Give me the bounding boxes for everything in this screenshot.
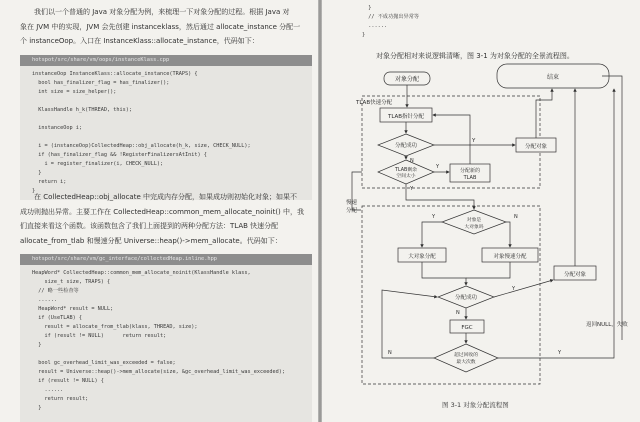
text-line: 个 instanceOop。入口在 InstanceKlass::allocate_instance，代码如下： [20, 37, 259, 45]
flow-start-label: 对象分配 [394, 76, 420, 83]
code-block-allocate-instance [20, 66, 312, 200]
code-block-common-mem-allocate [20, 265, 312, 422]
code-line: ...... [362, 23, 387, 29]
tlab-alloc-label: TLAB指针分配 [387, 114, 425, 120]
large-object-label-1: 对象是 [466, 218, 482, 223]
return-null-label: 返回NULL，失败 [586, 322, 628, 328]
code-line [32, 115, 312, 124]
yes-label-5: Y [512, 286, 516, 292]
code-line: result = allocate_from_tlab(klass, THREAD, size); [32, 324, 198, 330]
max-times-label-2: 最大次数 [456, 360, 476, 365]
code-line: } [32, 170, 42, 176]
no-label-3: N [456, 310, 460, 316]
code-line: return i; [32, 179, 67, 185]
code-line: ...... [32, 297, 57, 303]
no-label: N [410, 158, 414, 164]
code-line: } [362, 5, 372, 11]
code-line: if (result != NULL) { [32, 378, 104, 384]
figure-intro-paragraph: 对象分配相对来说逻辑清晰，图 3-1 为对象分配的全景流程图。 [376, 52, 574, 60]
max-times-label-1: 超过回收的 [454, 353, 478, 358]
code-line: } [362, 32, 366, 38]
text-line: 们直接来看这个函数。该函数包含了我们上面提到的两种分配方法：TLAB 快速分配 [20, 222, 279, 230]
code-file-path: hotspot/src/share/vm/gc_interface/collectedHeap.inline.hpp [20, 254, 312, 265]
code-line: // 不成功抛出异常等 [362, 14, 420, 20]
yes-label: Y [472, 138, 476, 144]
allocation-flowchart [322, 0, 640, 422]
text-line: 象在 JVM 中的实现，JVM 会先创建 instanceklass，然后通过 allocate_instance 分配一 [20, 22, 301, 31]
text-line: 在 CollectedHeap::obj_allocate 中完成内存分配，如果成功则初始化对象；如果不 [34, 193, 298, 201]
code-line: if (result != NULL) return result; [32, 333, 167, 339]
code-line [32, 350, 312, 359]
code-line: } [32, 405, 42, 411]
success-label-2: 分配成功 [454, 295, 478, 301]
code-line: i = (instanceOop)CollectedHeap::obj_allocate(h_k, size, CHECK_NULL); [32, 143, 251, 149]
max-gc-times-decision [434, 344, 498, 372]
slow-label-1: 慢速 [346, 200, 358, 206]
success-label: 分配成功 [394, 143, 418, 149]
code-line: int size = size_helper(); [32, 89, 117, 95]
alloc-object-label: 分配对象 [524, 144, 548, 150]
code-line [32, 97, 312, 106]
intro-paragraph [20, 5, 310, 49]
code-file-path: hotspot/src/share/vm/oops/instanceKlass.cpp [20, 55, 312, 66]
figure-caption: 图 3-1 对象分配流程图 [442, 401, 509, 409]
code-line: bool gc_overhead_limit_was_exceeded = false; [32, 360, 176, 366]
code-line: size_t size, TRAPS) { [32, 279, 111, 285]
code-line: ...... [32, 387, 64, 393]
no-label-2: N [514, 214, 518, 220]
code-line: instanceOop i; [32, 125, 82, 131]
code-line: result = Universe::heap()->mem_allocate(size, &gc_overhead_limit_was_exceeded); [32, 369, 285, 375]
code-line: bool has_finalizer_flag = has_finalizer(); [32, 80, 170, 86]
tlab-space-label-2: 空间太小 [396, 174, 416, 179]
slow-label-2: 分配 [346, 208, 358, 214]
fgc-label: FGC [461, 325, 473, 331]
code-line: if (has_finalizer_flag && !RegisterFinalizersAtInit) { [32, 152, 207, 158]
yes-label-2: Y [410, 186, 414, 192]
code-line: instanceOop InstanceKlass::allocate_instance(TRAPS) { [32, 71, 198, 77]
yes-label-3: Y [436, 164, 440, 170]
large-object-label-2: 大对象吗 [464, 225, 484, 230]
code-line [32, 133, 312, 142]
new-tlab-label-1: 分配新的 [459, 168, 481, 174]
text-line: 成功则抛出异常。主要工作在 CollectedHeap::common_mem_allocate_noinit() 中，我 [20, 207, 305, 216]
yes-label-6: Y [558, 350, 562, 356]
left-page [0, 0, 318, 422]
code-line: if (UseTLAB) { [32, 315, 82, 321]
new-tlab-label-2: TLAB [463, 175, 477, 181]
large-alloc-label: 大对象分配 [408, 254, 436, 260]
code-line: } [32, 188, 36, 194]
yes-label-4: Y [432, 214, 436, 220]
no-label-4: N [388, 350, 392, 356]
tlab-fast-label: TLAB快速分配 [356, 100, 393, 106]
code-line: return result; [32, 396, 89, 402]
text-line: allocate_from_tlab 和慢速分配 Universe::heap()->mem_allocate。代码如下： [20, 236, 282, 245]
right-page [322, 0, 640, 422]
code-line: KlassHandle h_k(THREAD, this); [32, 107, 132, 113]
code-line: } [32, 342, 42, 348]
code-line: HeapWord* CollectedHeap::common_mem_allocate_noinit(KlassHandle klass, [32, 270, 251, 276]
code-line: HeapWord* result = NULL; [32, 306, 114, 312]
tlab-space-label-1: TLAB剩余 [395, 168, 417, 173]
flow-end-label: 结束 [546, 74, 560, 81]
code-line: // 略一些检查等 [32, 288, 79, 294]
alloc-object-label-2: 分配对象 [563, 272, 587, 278]
middle-paragraph [20, 190, 310, 248]
old-alloc-label: 对象慢速分配 [493, 254, 527, 260]
code-line: i = register_finalizer(i, CHECK_NULL); [32, 161, 164, 167]
text-line: 我们以一个普通的 Java 对象分配为例，来梳理一下对象分配的过程。根据 Java 对 [34, 8, 290, 16]
